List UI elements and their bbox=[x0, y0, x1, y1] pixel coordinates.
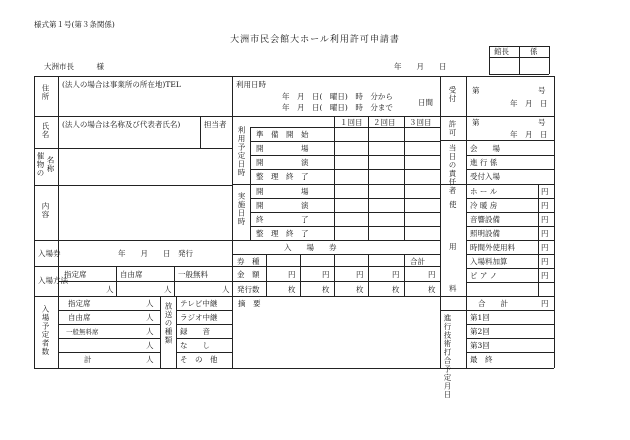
planned-datetime-label: 利用予定日時 bbox=[237, 126, 246, 177]
tech-meeting-row: 第1回 bbox=[470, 313, 490, 322]
broadcast-row: 録 音 bbox=[180, 327, 210, 336]
fee-item: ホ ー ル bbox=[470, 187, 498, 196]
ticket-issue-date: 年 月 日 発行 bbox=[118, 249, 193, 258]
reception-no: 第 bbox=[472, 86, 480, 95]
person-in-charge-label: 担当者 bbox=[204, 120, 227, 129]
event-name-label-2: 名称 bbox=[46, 156, 55, 173]
broadcast-row: テレビ中継 bbox=[180, 299, 218, 308]
amount-yen: 円 bbox=[288, 270, 296, 279]
reception-label: 受付 bbox=[448, 86, 457, 103]
tech-meeting-label: 進行技術打合予定月日 bbox=[443, 314, 452, 399]
planned-attendees-label: 入場予定者数 bbox=[41, 305, 50, 356]
person-unit: 人 bbox=[146, 355, 154, 364]
permission-label: 許可 bbox=[448, 120, 457, 137]
planned-row: 整 理 終 了 bbox=[256, 172, 309, 181]
ticket-section-title: 入 場 券 bbox=[284, 243, 337, 252]
amount-yen: 円 bbox=[356, 270, 364, 279]
chief-stamp-label: 館長 bbox=[494, 47, 509, 56]
amount-yen: 円 bbox=[392, 270, 400, 279]
summary-label: 摘 要 bbox=[238, 299, 261, 308]
ticket-kind-label: 券 種 bbox=[237, 257, 260, 266]
ticket-amount-label: 金 額 bbox=[237, 270, 260, 279]
schedule-col-2: ２回目 bbox=[373, 118, 396, 127]
fee-item: ピ ア ノ bbox=[470, 271, 498, 280]
actual-row: 開 場 bbox=[256, 187, 309, 196]
fee-yen: 円 bbox=[541, 271, 549, 280]
reserved-seat-label: 指定席 bbox=[64, 270, 87, 279]
permission-no: 第 bbox=[472, 118, 480, 127]
content-label: 内容 bbox=[41, 202, 50, 219]
staff-row: 進 行 係 bbox=[470, 158, 498, 167]
fee-label-3: 料 bbox=[449, 284, 457, 293]
actual-datetime-label: 実施日時 bbox=[237, 192, 246, 226]
sheets-unit: 枚 bbox=[356, 285, 364, 294]
usage-datetime-label: 利用日時 bbox=[236, 80, 266, 89]
sheets-unit: 枚 bbox=[322, 285, 330, 294]
tech-meeting-row: 第3回 bbox=[470, 341, 490, 350]
broadcast-row: な し bbox=[180, 341, 210, 350]
broadcast-row: ラジオ中継 bbox=[180, 313, 218, 322]
clerk-stamp-label: 係 bbox=[530, 47, 538, 56]
ticket-label: 入場券 bbox=[38, 249, 61, 258]
name-hint: (法人の場合は名称及び代表者氏名) bbox=[62, 120, 181, 129]
attendee-row: 指定席 bbox=[68, 299, 91, 308]
planned-row: 準 備 開 始 bbox=[256, 130, 309, 139]
name-label: 氏名 bbox=[41, 122, 50, 139]
person-unit: 人 bbox=[222, 285, 230, 294]
event-name-label-1: 催物の bbox=[36, 152, 45, 178]
attendee-row: 自由席 bbox=[68, 313, 91, 322]
actual-row: 終 了 bbox=[256, 215, 309, 224]
reception-date: 年 月 日 bbox=[510, 99, 548, 108]
form-title: 大洲市民会館大ホール利用許可申請書 bbox=[230, 35, 400, 45]
fee-yen: 円 bbox=[541, 215, 549, 224]
ticket-total-label: 合計 bbox=[410, 257, 425, 266]
attendee-row: 一般無料席 bbox=[66, 328, 99, 336]
unreserved-seat-label: 自由席 bbox=[120, 270, 143, 279]
fee-label-1: 使 bbox=[449, 200, 457, 209]
staff-row: 会 場 bbox=[470, 144, 500, 153]
fee-item: 冷 暖 房 bbox=[470, 201, 498, 210]
address-hint: (法人の場合は事業所の所在地)TEL bbox=[62, 80, 181, 89]
sheets-unit: 枚 bbox=[428, 285, 436, 294]
sheets-unit: 枚 bbox=[392, 285, 400, 294]
fee-yen: 円 bbox=[541, 243, 549, 252]
attendee-total-label: 計 bbox=[84, 355, 92, 364]
sheets-unit: 枚 bbox=[288, 285, 296, 294]
staff-row: 受付入場 bbox=[470, 172, 500, 181]
tech-meeting-row: 最 終 bbox=[470, 355, 493, 364]
fee-item: 照明設備 bbox=[470, 229, 500, 238]
amount-yen: 円 bbox=[428, 270, 436, 279]
amount-yen: 円 bbox=[322, 270, 330, 279]
ticket-issued-label: 発行数 bbox=[237, 285, 260, 294]
staff-label: 当日の責任者 bbox=[448, 144, 457, 195]
fee-total-yen: 円 bbox=[541, 299, 549, 308]
application-date: 年 月 日 bbox=[394, 62, 447, 71]
usage-from: 年 月 日( 曜日) 時 分から bbox=[282, 92, 393, 101]
usage-to: 年 月 日( 曜日) 時 分まで bbox=[282, 103, 393, 112]
planned-row: 開 場 bbox=[256, 144, 309, 153]
addressee: 大洲市長 様 bbox=[44, 62, 104, 71]
fee-item: 音響設備 bbox=[470, 215, 500, 224]
permission-go: 号 bbox=[538, 118, 546, 127]
schedule-col-1: １回目 bbox=[340, 118, 363, 127]
address-label: 住所 bbox=[41, 84, 50, 101]
actual-row: 整 理 終 了 bbox=[256, 229, 309, 238]
person-unit: 人 bbox=[146, 341, 154, 350]
schedule-col-3: ３回目 bbox=[409, 118, 432, 127]
person-unit: 人 bbox=[146, 313, 154, 322]
tech-meeting-row: 第2回 bbox=[470, 327, 490, 336]
fee-item: 入場料加算 bbox=[470, 257, 508, 266]
fee-item: 時間外使用料 bbox=[470, 243, 515, 252]
person-unit: 人 bbox=[146, 327, 154, 336]
broadcast-type-label: 放送の種類 bbox=[164, 302, 173, 345]
fee-yen: 円 bbox=[541, 187, 549, 196]
person-unit: 人 bbox=[164, 285, 172, 294]
admission-method-label: 入場方法 bbox=[38, 276, 68, 285]
person-unit: 人 bbox=[106, 285, 114, 294]
broadcast-row: そ の 他 bbox=[180, 355, 218, 364]
fee-yen: 円 bbox=[541, 257, 549, 266]
fee-yen: 円 bbox=[541, 201, 549, 210]
usage-days: 日間 bbox=[418, 98, 433, 107]
form-number: 様式第１号(第３条関係) bbox=[34, 20, 115, 29]
permission-date: 年 月 日 bbox=[510, 130, 548, 139]
fee-total-label: 合 計 bbox=[478, 299, 508, 308]
actual-row: 開 演 bbox=[256, 201, 309, 210]
fee-label-2: 用 bbox=[449, 242, 457, 251]
free-seat-label: 一般無料 bbox=[178, 270, 208, 279]
reception-go: 号 bbox=[538, 86, 546, 95]
fee-yen: 円 bbox=[541, 229, 549, 238]
planned-row: 開 演 bbox=[256, 158, 309, 167]
person-unit: 人 bbox=[146, 299, 154, 308]
